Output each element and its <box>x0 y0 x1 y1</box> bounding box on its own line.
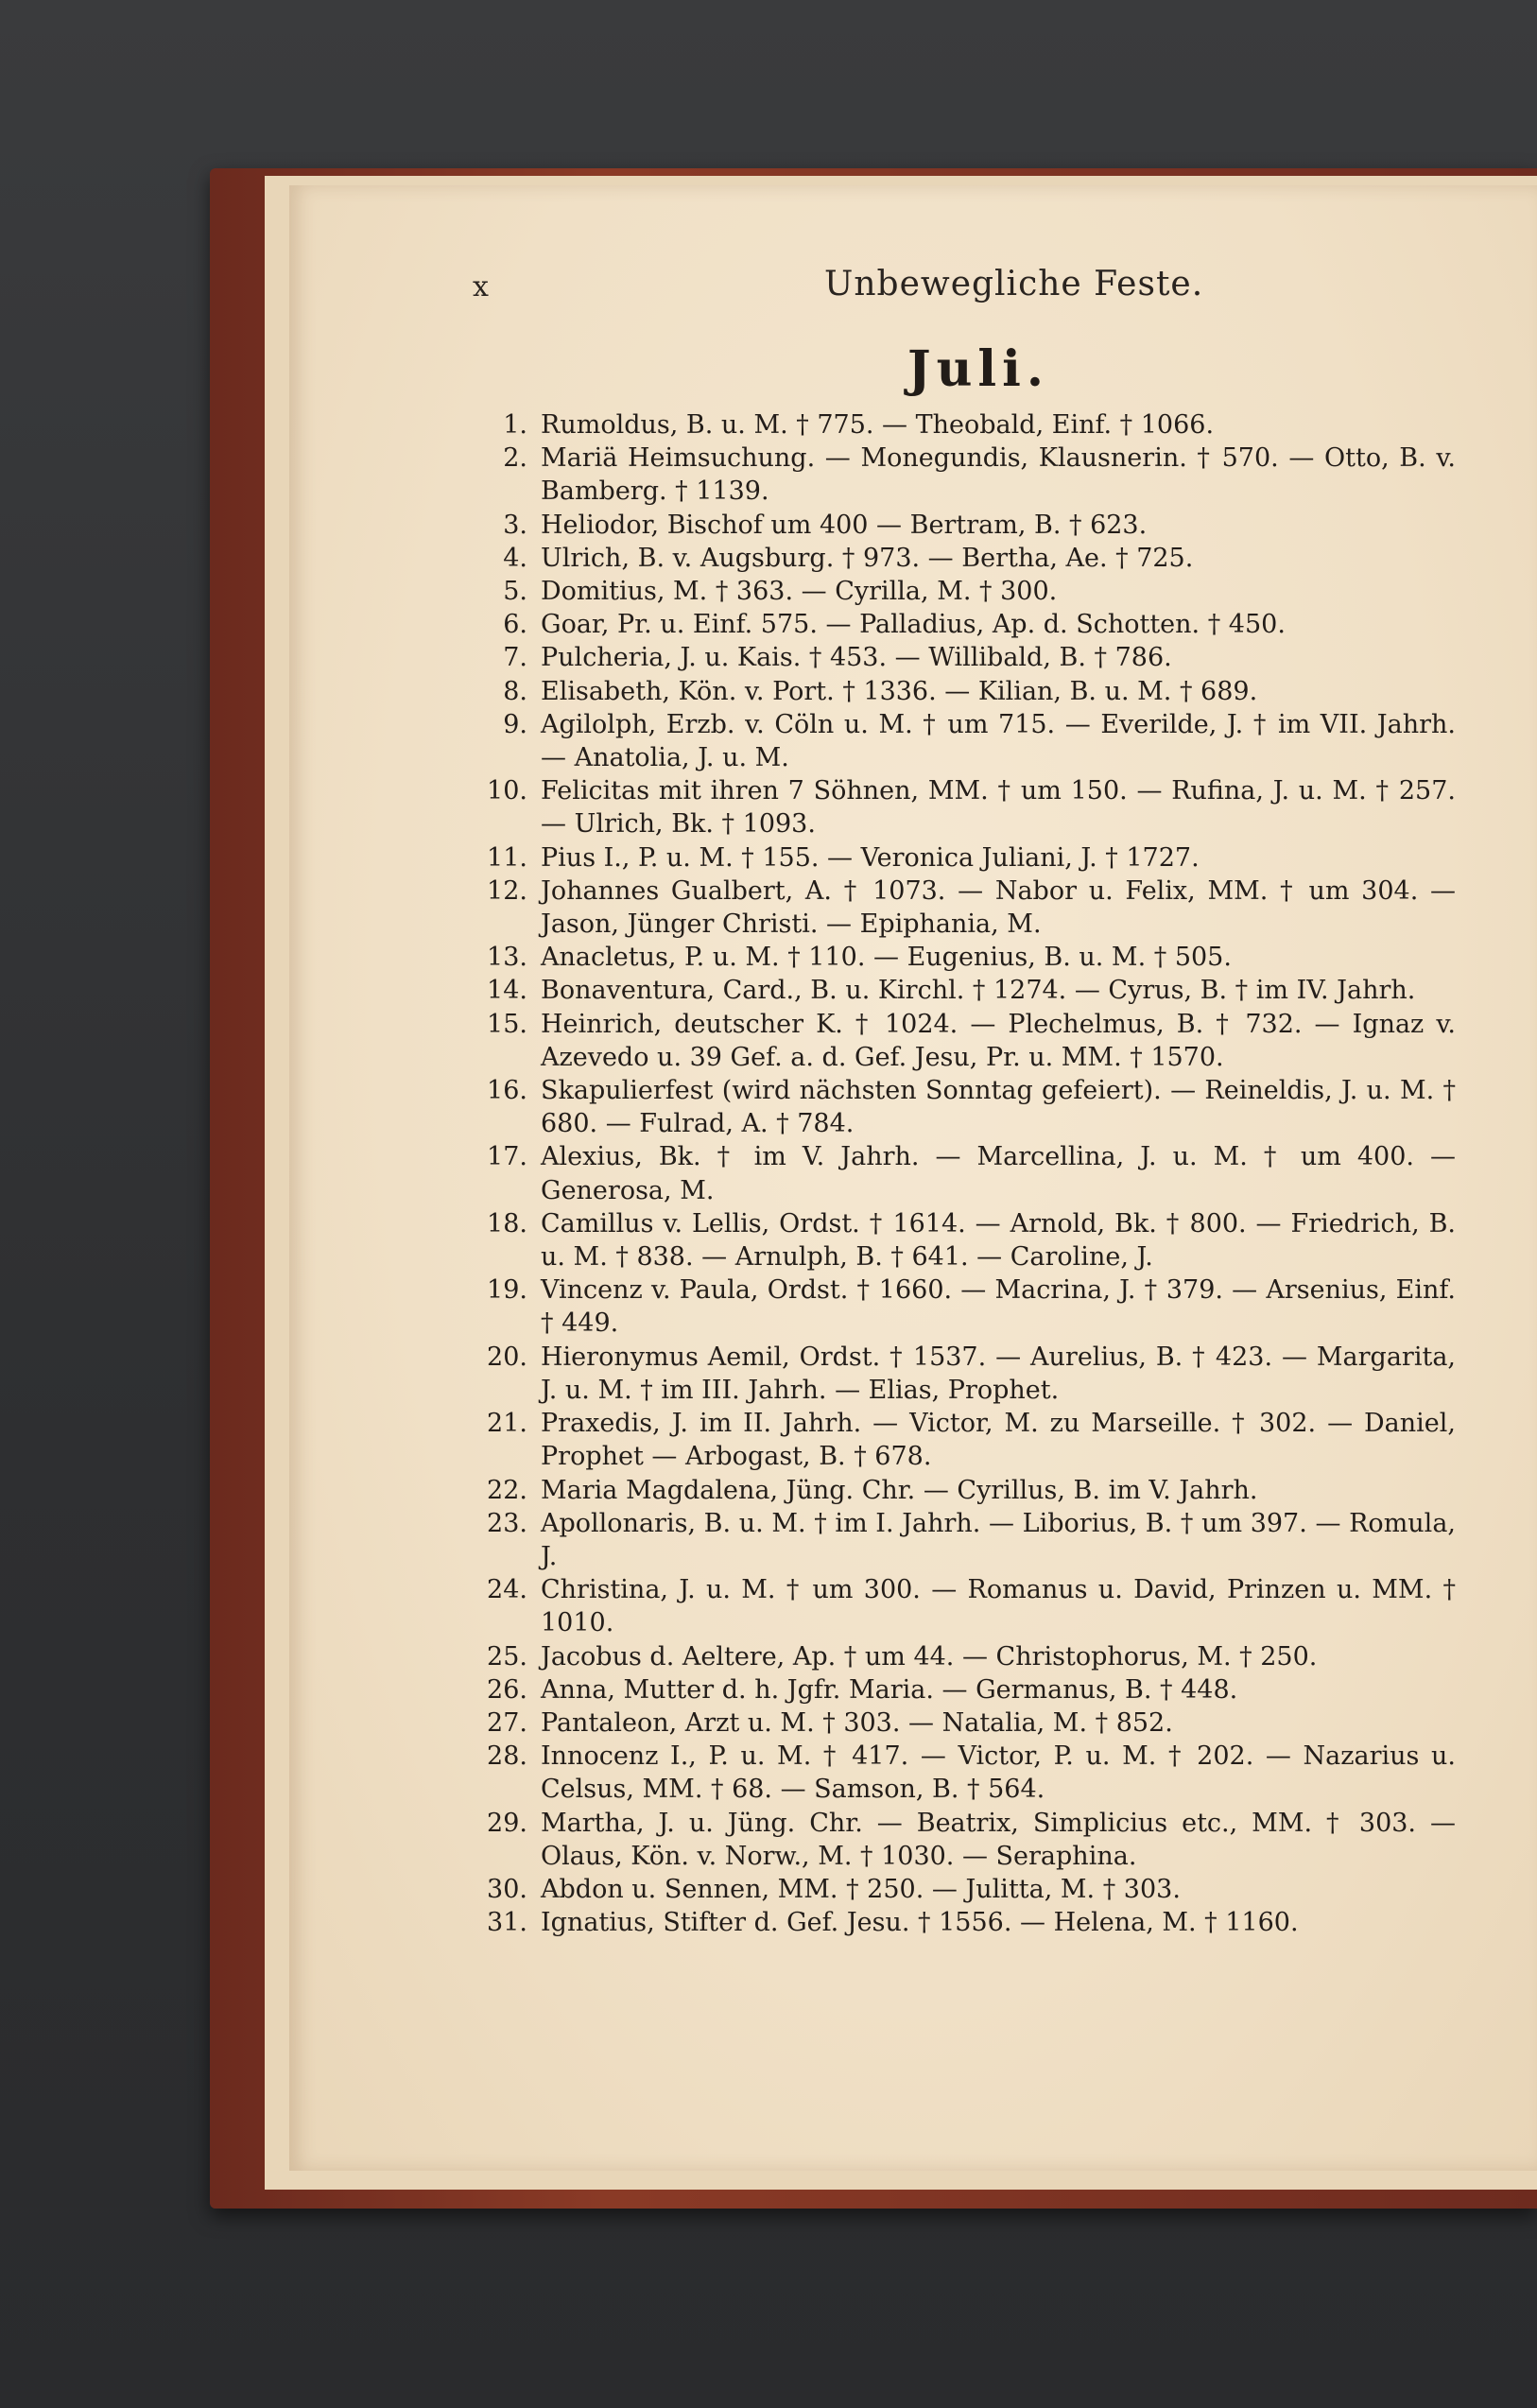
saints-text: Johannes Gualbert, A. † 1073. — Nabor u. Felix, MM. † um 304. — Jason, Jünger Christi. — Epiphania, M. <box>541 875 1456 940</box>
day-number: 1. <box>503 410 527 440</box>
saints-text: Praxedis, J. im II. Jahrh. — Victor, M. zu Marseille. † 302. — Daniel, Prophet — Arbogast, B. † 678. <box>541 1409 1456 1472</box>
day-number: 12. <box>487 875 527 906</box>
feast-day-entry <box>473 1673 1456 1706</box>
saints-text: Pius I., P. u. M. † 155. — Veronica Juliani, J. † 1727. <box>541 842 1200 873</box>
day-number: 11. <box>487 842 527 873</box>
feast-day-entry <box>473 1474 1456 1507</box>
feast-day-entry <box>473 1207 1456 1273</box>
feast-day-entry <box>473 608 1456 641</box>
feast-day-entry <box>473 542 1456 575</box>
saints-text: Innocenz I., P. u. M. † 417. — Victor, P. u. M. † 202. — Nazarius u. Celsus, MM. † 68. — Samson, B. † 564. <box>541 1741 1456 1805</box>
feast-day-entry <box>473 1140 1456 1206</box>
feast-day-entry <box>473 509 1456 542</box>
saints-text: Mariä Heimsuchung. — Monegundis, Klausnerin. † 570. — Otto, B. v. Bamberg. † 1139. <box>541 443 1456 507</box>
page-number: x <box>473 270 489 303</box>
feast-day-entry <box>473 1906 1456 1939</box>
saints-text: Heinrich, deutscher K. † 1024. — Plechelmus, B. † 732. — Ignaz v. Azevedo u. 39 Gef. a. d. Gef. Jesu, Pr. u. MM. † 1570. <box>541 1009 1456 1072</box>
saints-text: Maria Magdalena, Jüng. Chr. — Cyrillus, B. im V. Jahrh. <box>541 1475 1258 1505</box>
feast-day-entry <box>473 1074 1456 1140</box>
running-head: Unbewegliche Feste. <box>824 265 1204 303</box>
day-number: 20. <box>487 1342 527 1372</box>
day-number: 4. <box>503 543 527 573</box>
feast-day-entry <box>473 1507 1456 1573</box>
day-number: 31. <box>487 1908 527 1938</box>
day-number: 6. <box>503 610 527 640</box>
day-number: 3. <box>503 510 527 540</box>
saints-text: Apollonaris, B. u. M. † im I. Jahrh. — Liborius, B. † um 397. — Romula, J. <box>541 1508 1456 1571</box>
feast-day-entry <box>473 675 1456 708</box>
day-number: 17. <box>487 1142 527 1172</box>
feast-day-entry <box>473 442 1456 508</box>
saints-text: Abdon u. Sennen, MM. † 250. — Julitta, M. † 303. <box>541 1874 1181 1904</box>
feast-day-entry <box>473 1008 1456 1074</box>
saints-text: Jacobus d. Aeltere, Ap. † um 44. — Christophorus, M. † 250. <box>541 1641 1318 1672</box>
saints-text: Ulrich, B. v. Augsburg. † 973. — Bertha, Ae. † 725. <box>541 543 1194 573</box>
day-number: 21. <box>487 1409 527 1439</box>
saints-text: Pantaleon, Arzt u. M. † 303. — Natalia, M. † 852. <box>541 1707 1173 1738</box>
saints-text: Skapulierfest (wird nächsten Sonntag gefeiert). — Reineldis, J. u. M. † 680. — Fulrad, A. † 784. <box>541 1076 1456 1139</box>
saints-text: Elisabeth, Kön. v. Port. † 1336. — Kilian, B. u. M. † 689. <box>541 676 1258 706</box>
day-number: 24. <box>487 1575 527 1605</box>
day-number: 23. <box>487 1508 527 1538</box>
feast-day-entry <box>473 641 1456 674</box>
saints-text: Pulcheria, J. u. Kais. † 453. — Willibald, B. † 786. <box>541 643 1172 673</box>
saints-text: Bonaventura, Card., B. u. Kirchl. † 1274. — Cyrus, B. † im IV. Jahrh. <box>541 976 1416 1006</box>
saints-text: Vincenz v. Paula, Ordst. † 1660. — Macrina, J. † 379. — Arsenius, Einf. † 449. <box>541 1275 1456 1339</box>
day-number: 8. <box>503 676 527 706</box>
feast-day-entry <box>473 708 1456 774</box>
saints-text: Christina, J. u. M. † um 300. — Romanus u. David, Prinzen u. MM. † 1010. <box>541 1575 1456 1638</box>
feast-day-entry <box>473 1573 1456 1639</box>
day-number: 2. <box>503 443 527 474</box>
feast-day-entry <box>473 841 1456 875</box>
day-number: 5. <box>503 577 527 607</box>
saints-text: Rumoldus, B. u. M. † 775. — Theobald, Einf. † 1066. <box>541 410 1215 440</box>
day-number: 10. <box>487 776 527 806</box>
feast-day-list <box>473 408 1456 1939</box>
feast-day-entry <box>473 1740 1456 1806</box>
day-number: 13. <box>487 943 527 973</box>
saints-text: Martha, J. u. Jüng. Chr. — Beatrix, Simplicius etc., MM. † 303. — Olaus, Kön. v. Norw., M. † 1030. — Seraphina. <box>541 1808 1456 1871</box>
saints-text: Anna, Mutter d. h. Jgfr. Maria. — Germanus, B. † 448. <box>541 1674 1238 1705</box>
day-number: 26. <box>487 1674 527 1705</box>
feast-day-entry <box>473 1341 1456 1407</box>
day-number: 29. <box>487 1808 527 1838</box>
day-number: 9. <box>503 709 527 739</box>
saints-text: Hieronymus Aemil, Ordst. † 1537. — Aurelius, B. † 423. — Margarita, J. u. M. † im III. Jahrh. — Elias, Prophet. <box>541 1342 1456 1405</box>
saints-text: Agilolph, Erzb. v. Cöln u. M. † um 715. — Everilde, J. † im VII. Jahrh. — Anatolia, J. u. M. <box>541 709 1456 773</box>
feast-day-entry <box>473 1407 1456 1473</box>
day-number: 7. <box>503 643 527 673</box>
saints-text: Camillus v. Lellis, Ordst. † 1614. — Arnold, Bk. † 800. — Friedrich, B. u. M. † 838. — Arnulph, B. † 641. — Caroline, J. <box>541 1208 1456 1273</box>
saints-text: Domitius, M. † 363. — Cyrilla, M. † 300. <box>541 577 1058 607</box>
saints-text: Alexius, Bk. † im V. Jahrh. — Marcellina, J. u. M. † um 400. — Generosa, M. <box>541 1142 1456 1205</box>
saints-text: Heliodor, Bischof um 400 — Bertram, B. † 623. <box>541 510 1148 540</box>
feast-day-entry <box>473 1873 1456 1906</box>
feast-day-entry <box>473 974 1456 1007</box>
feast-day-entry <box>473 941 1456 974</box>
saints-text: Ignatius, Stifter d. Gef. Jesu. † 1556. — Helena, M. † 1160. <box>541 1908 1299 1938</box>
feast-day-entry <box>473 1273 1456 1340</box>
saints-text: Goar, Pr. u. Einf. 575. — Palladius, Ap. d. Schotten. † 450. <box>541 610 1286 640</box>
feast-day-entry <box>473 575 1456 608</box>
feast-day-entry <box>473 774 1456 840</box>
month-heading: Juli. <box>907 340 1050 398</box>
day-number: 27. <box>487 1707 527 1738</box>
day-number: 14. <box>487 976 527 1006</box>
day-number: 30. <box>487 1874 527 1904</box>
day-number: 28. <box>487 1741 527 1772</box>
feast-day-entry <box>473 1807 1456 1873</box>
day-number: 19. <box>487 1275 527 1306</box>
feast-day-entry <box>473 1706 1456 1740</box>
day-number: 16. <box>487 1076 527 1106</box>
saints-text: Felicitas mit ihren 7 Söhnen, MM. † um 150. — Rufina, J. u. M. † 257. — Ulrich, Bk. † 1093. <box>541 776 1456 840</box>
feast-day-entry <box>473 408 1456 442</box>
day-number: 15. <box>487 1009 527 1039</box>
saints-text: Anacletus, P. u. M. † 110. — Eugenius, B. u. M. † 505. <box>541 943 1232 973</box>
day-number: 22. <box>487 1475 527 1505</box>
feast-day-entry <box>473 875 1456 941</box>
feast-day-entry <box>473 1640 1456 1673</box>
day-number: 18. <box>487 1208 527 1239</box>
day-number: 25. <box>487 1641 527 1672</box>
